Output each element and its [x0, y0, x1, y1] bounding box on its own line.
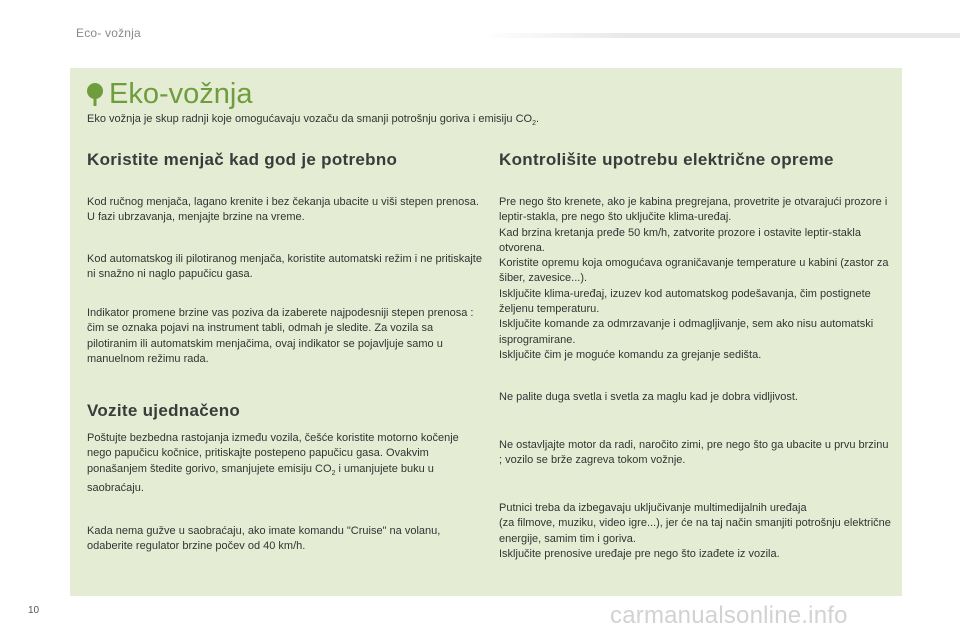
page-title: Eko-vožnja — [109, 78, 253, 110]
intro-subscript: 2 — [532, 120, 537, 128]
section-heading-smooth-driving: Vozite ujednačeno — [87, 401, 241, 420]
multimedia-line: Isključite prenosive uređaje pre nego što izađete iz vozila. — [499, 547, 780, 560]
section-heading-electrical: Kontrolišite upotrebu električne opreme — [499, 150, 834, 169]
tip-line: Pre nego što krenete, ako je kabina pregrejana, provetrite je otvarajući prozore i leptir-stakla, pre nego što uključite klima-uređaj. — [499, 196, 888, 224]
multimedia-line: Putnici treba da izbegavaju uključivanje multimedijalnih uređaja — [499, 502, 807, 514]
tip-line: Isključite klima-uređaj, izuzev kod automatskog podešavanja, čim postignete željenu temperaturu. — [499, 287, 871, 316]
watermark: carmanualsonline.info — [610, 602, 848, 629]
tip-line: Kad brzina kretanja pređe 50 km/h, zatvorite prozore i ostavite leptir-stakla otvorena. — [499, 226, 861, 254]
safe-distance-main: Poštujte bezbedna rastojanja između vozila, češće koristite motorno kočenje nego papučicu kočnice, pritiskajte postepeno papučicu gasa. Ovakvim ponašanjem štedite gorivo, smanjujete emisiju CO — [87, 432, 459, 475]
tree-icon — [86, 83, 104, 107]
tip-line: Isključite komande za odmrzavanje i odmagljivanje, sem ako nisu automatski isprogramirane. — [499, 318, 874, 346]
paragraph-manual-gearbox: Kod ručnog menjača, lagano krenite i bez čekanja ubacite u viši stepen prenosa. U fazi ubrzavanja, menjajte brzine na vreme. — [87, 196, 479, 224]
multimedia-line: (za filmove, muziku, video igre...), jer će na taj način smanjiti potrošnju električne energije, samim tim i goriva. — [499, 517, 891, 545]
paragraph-safe-distance — [87, 431, 482, 496]
header-title: Eco- vožnja — [76, 26, 141, 40]
tip-line: Isključite čim je moguće komandu za grejanje sedišta. — [499, 348, 762, 361]
intro-main: Eko vožnja je skup radnji koje omogućavaju vozaču da smanji potrošnju goriva i emisiju CO — [87, 113, 533, 125]
paragraph-automatic-gearbox: Kod automatskog ili pilotiranog menjača, koristite automatski režim i ne pritiskajte ni snažno ni naglo papučicu gasa. — [87, 253, 482, 281]
safe-distance-end: i umanjujete buku u saobraćaju. — [87, 462, 434, 495]
tip-line: Koristite opremu koja omogućava ograničavanje temperature u kabini (zastor za šiber, zavesice...). — [499, 257, 889, 285]
paragraph-gear-indicator: Indikator promene brzine vas poziva da izaberete najpodesniji stepen prenosa : čim se oznaka pojavi na instrument tabli, odmah je sledite. Za vozila sa pilotiranim ili automatskim menjačima, ovaj indikator se pojavljuje samo u manuelnom režimu rada. — [87, 307, 474, 365]
paragraph-multimedia — [499, 501, 894, 562]
intro-text — [87, 112, 887, 131]
section-heading-gears: Koristite menjač kad god je potrebno — [87, 150, 398, 169]
paragraph-electrical-tips — [499, 195, 894, 363]
header-divider — [480, 33, 960, 38]
intro-end: . — [536, 113, 540, 125]
safe-distance-subscript: 2 — [331, 469, 336, 477]
paragraph-cruise-control: Kada nema gužve u saobraćaju, ako imate komandu "Cruise" na volanu, odaberite regulator brzine počev od 40 km/h. — [87, 525, 441, 553]
paragraph-headlights: Ne palite duga svetla i svetla za maglu kad je dobra vidljivost. — [499, 391, 798, 403]
page-number: 10 — [28, 605, 40, 616]
paragraph-engine-idle: Ne ostavljajte motor da radi, naročito zimi, pre nego što ga ubacite u prvu brzinu ; vozilo se brže zagreva tokom vožnje. — [499, 439, 889, 467]
